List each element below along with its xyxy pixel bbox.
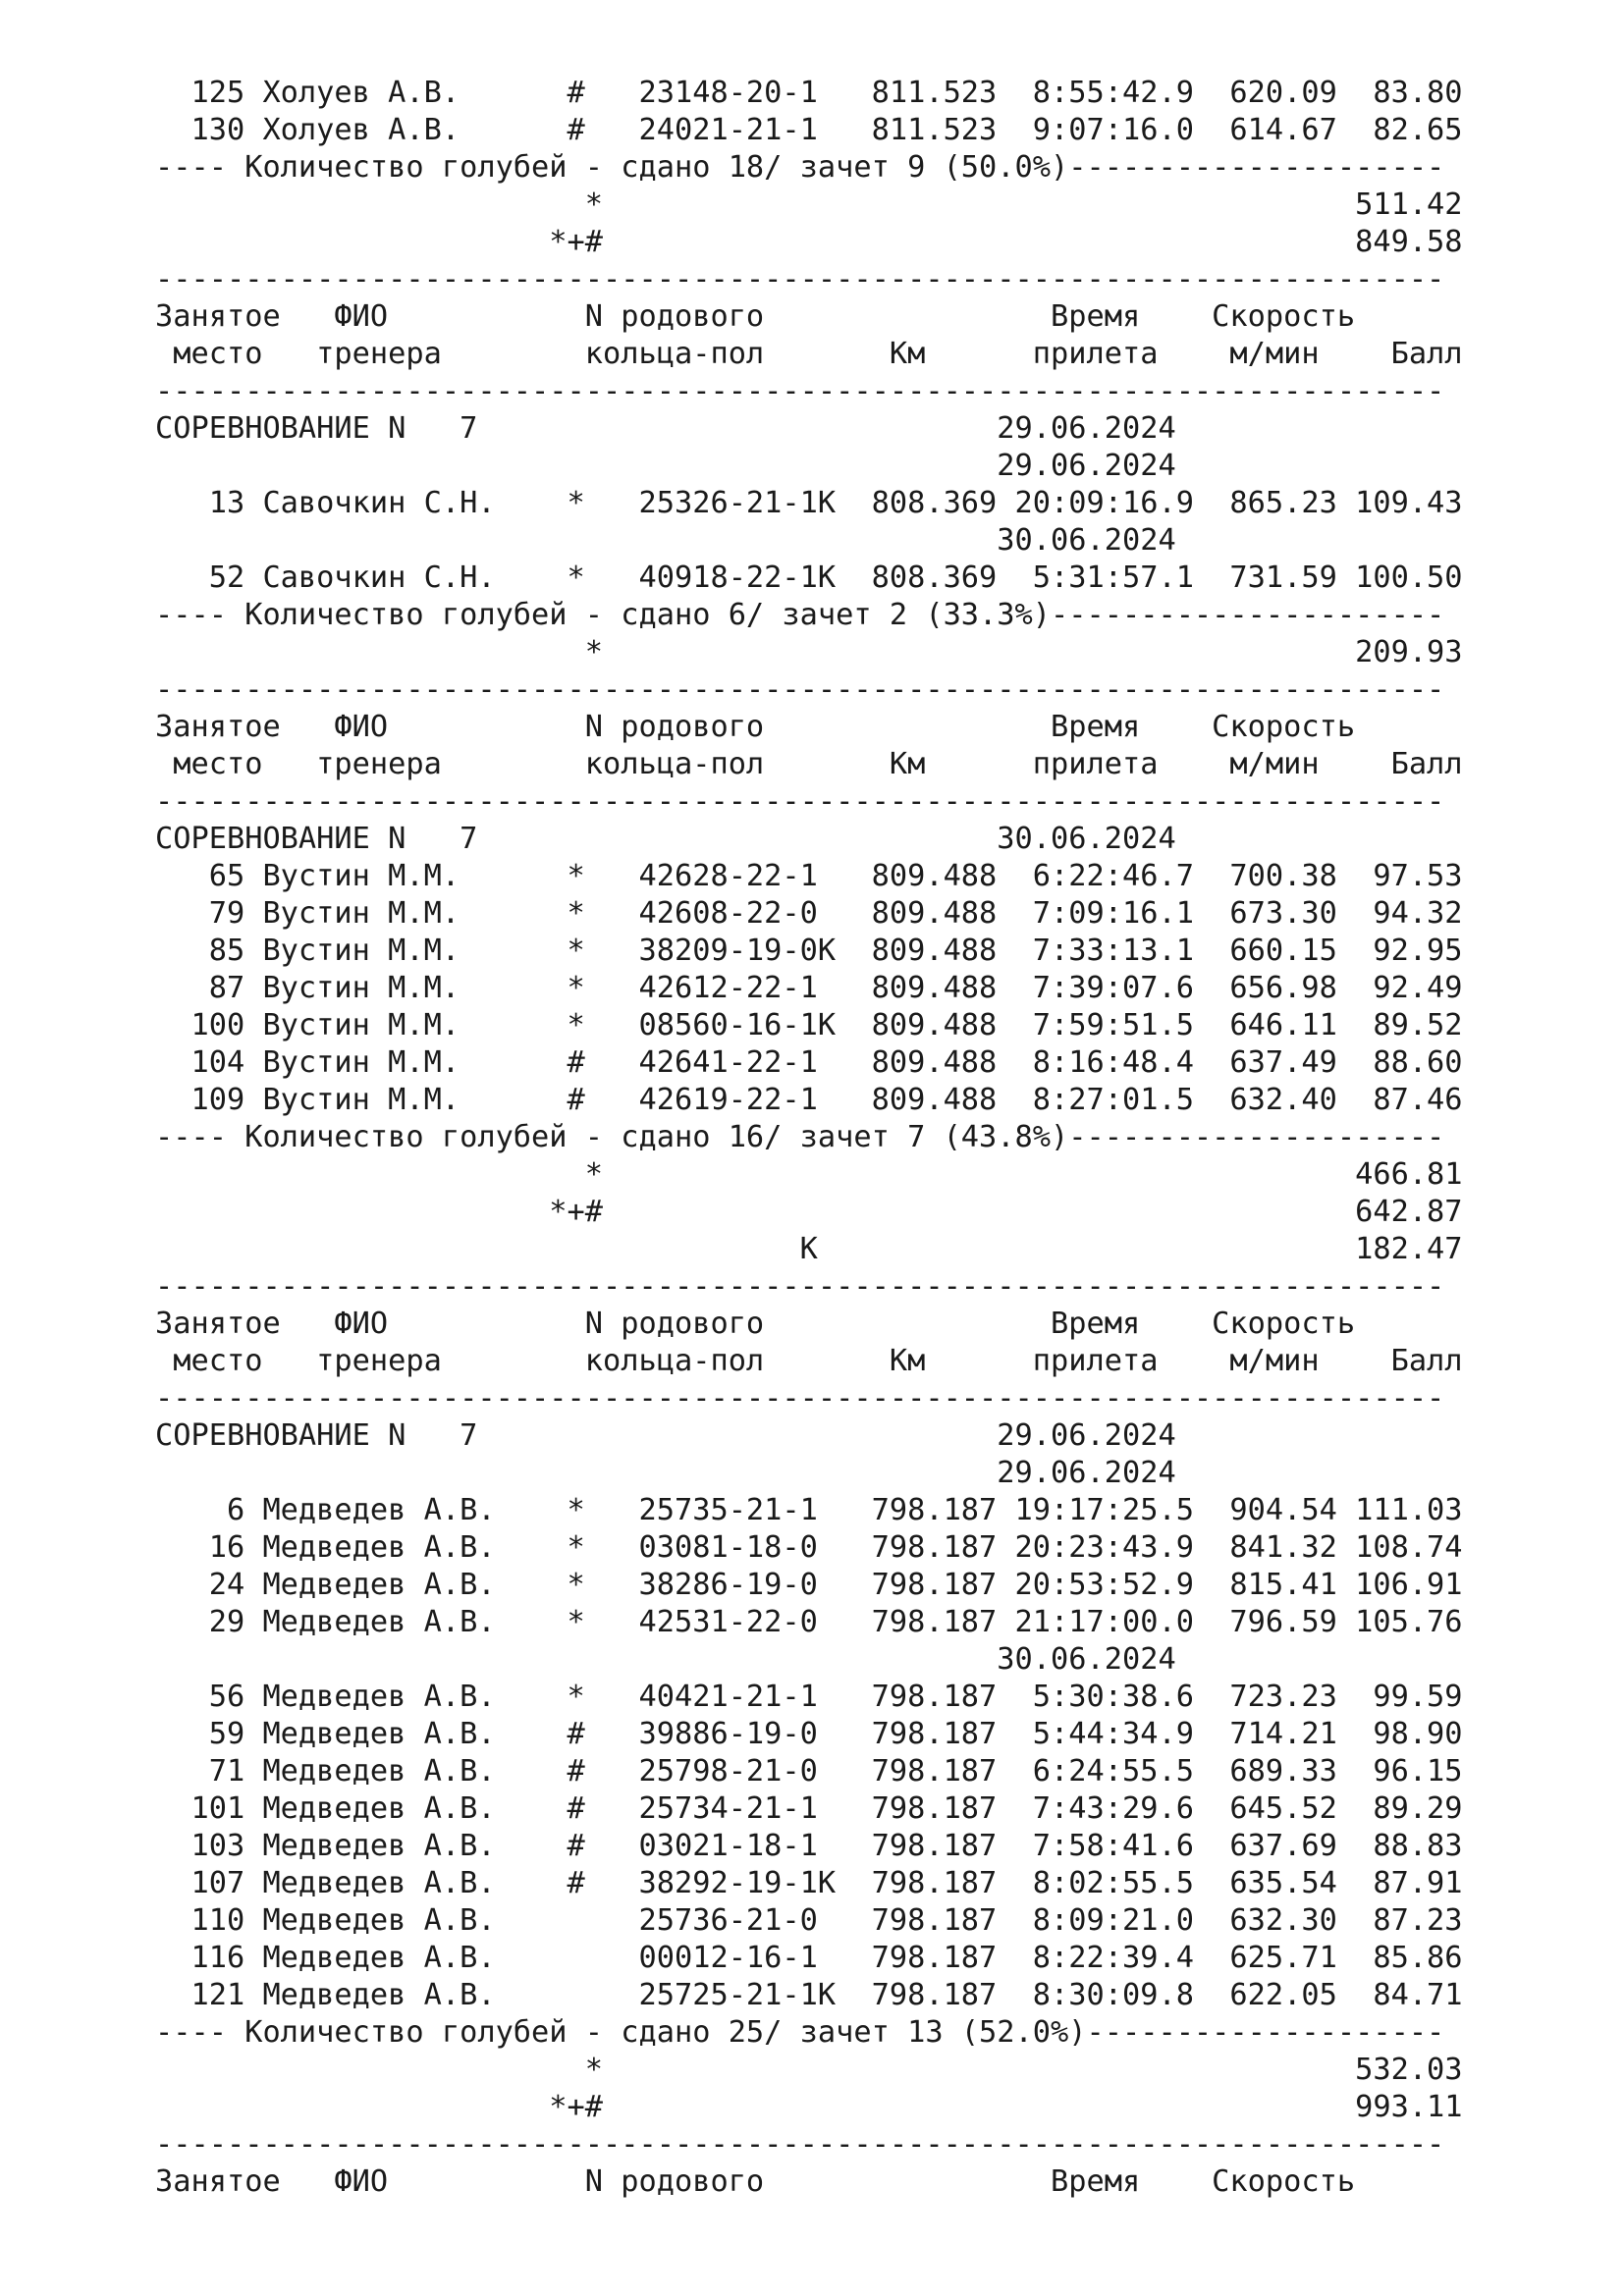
date-line: 29.06.2024: [155, 449, 1176, 483]
result-row: 85 Вустин М.М. * 38209-19-0К 809.488 7:33:13.1 660.15 92.95: [155, 934, 1463, 968]
total-star: * 532.03: [155, 2053, 1463, 2087]
divider: ------------------------------------------------------------------------: [155, 374, 1445, 408]
column-header: Занятое ФИО N родового Время Скорость: [155, 1307, 1356, 1341]
total-k: К 182.47: [155, 1232, 1463, 1266]
result-row: 65 Вустин М.М. * 42628-22-1 809.488 6:22:46.7 700.38 97.53: [155, 859, 1463, 893]
result-row: 103 Медведев А.В. # 03021-18-1 798.187 7:58:41.6 637.69 88.83: [155, 1829, 1463, 1863]
section-summary: ---- Количество голубей - сдано 25/ зачет 13 (52.0%)--------------------: [155, 2015, 1445, 2050]
section-summary: ---- Количество голубей - сдано 6/ зачет 2 (33.3%)----------------------: [155, 598, 1445, 632]
column-header: Занятое ФИО N родового Время Скорость: [155, 2164, 1356, 2199]
result-row: 79 Вустин М.М. * 42608-22-0 809.488 7:09:16.1 673.30 94.32: [155, 896, 1463, 931]
result-row: 121 Медведев А.В. 25725-21-1К 798.187 8:30:09.8 622.05 84.71: [155, 1978, 1463, 2012]
results-document: [155, 75, 1463, 2201]
divider: ------------------------------------------------------------------------: [155, 672, 1445, 707]
competition-title: СОРЕВНОВАНИЕ N 7 29.06.2024: [155, 1418, 1176, 1453]
section-summary: ---- Количество голубей - сдано 18/ зачет 9 (50.0%)---------------------: [155, 150, 1445, 185]
result-row: 125 Холуев А.В. # 23148-20-1 811.523 8:55:42.9 620.09 83.80: [155, 76, 1463, 110]
column-header: место тренера кольца-пол Км прилета м/мин Балл: [155, 337, 1463, 371]
result-row: 107 Медведев А.В. # 38292-19-1К 798.187 8:02:55.5 635.54 87.91: [155, 1866, 1463, 1900]
total-star-plus-hash: *+# 993.11: [155, 2090, 1463, 2124]
result-row: 71 Медведев А.В. # 25798-21-0 798.187 6:24:55.5 689.33 96.15: [155, 1754, 1463, 1789]
result-row: 110 Медведев А.В. 25736-21-0 798.187 8:09:21.0 632.30 87.23: [155, 1903, 1463, 1938]
column-header: место тренера кольца-пол Км прилета м/мин Балл: [155, 1344, 1463, 1378]
column-header: Занятое ФИО N родового Время Скорость: [155, 299, 1356, 334]
column-header: Занятое ФИО N родового Время Скорость: [155, 710, 1356, 744]
date-line: 30.06.2024: [155, 1642, 1176, 1677]
divider: ------------------------------------------------------------------------: [155, 1269, 1445, 1304]
divider: ------------------------------------------------------------------------: [155, 1381, 1445, 1415]
competition-title: СОРЕВНОВАНИЕ N 7 29.06.2024: [155, 411, 1176, 446]
result-row: 101 Медведев А.В. # 25734-21-1 798.187 7:43:29.6 645.52 89.29: [155, 1791, 1463, 1826]
divider: ------------------------------------------------------------------------: [155, 2127, 1445, 2162]
divider: ------------------------------------------------------------------------: [155, 262, 1445, 296]
result-row: 104 Вустин М.М. # 42641-22-1 809.488 8:16:48.4 637.49 88.60: [155, 1045, 1463, 1080]
result-row: 100 Вустин М.М. * 08560-16-1К 809.488 7:59:51.5 646.11 89.52: [155, 1008, 1463, 1042]
result-row: 109 Вустин М.М. # 42619-22-1 809.488 8:27:01.5 632.40 87.46: [155, 1083, 1463, 1117]
total-star: * 466.81: [155, 1157, 1463, 1192]
total-star-plus-hash: *+# 849.58: [155, 225, 1463, 259]
date-line: 29.06.2024: [155, 1456, 1176, 1490]
result-row: 24 Медведев А.В. * 38286-19-0 798.187 20:53:52.9 815.41 106.91: [155, 1568, 1463, 1602]
result-row: 116 Медведев А.В. 00012-16-1 798.187 8:22:39.4 625.71 85.86: [155, 1941, 1463, 1975]
column-header: место тренера кольца-пол Км прилета м/мин Балл: [155, 747, 1463, 781]
result-row: 52 Савочкин С.Н. * 40918-22-1К 808.369 5:31:57.1 731.59 100.50: [155, 561, 1463, 595]
divider: ------------------------------------------------------------------------: [155, 784, 1445, 819]
result-row: 56 Медведев А.В. * 40421-21-1 798.187 5:30:38.6 723.23 99.59: [155, 1680, 1463, 1714]
result-row: 59 Медведев А.В. # 39886-19-0 798.187 5:44:34.9 714.21 98.90: [155, 1717, 1463, 1751]
total-star: * 209.93: [155, 635, 1463, 669]
result-row: 13 Савочкин С.Н. * 25326-21-1К 808.369 20:09:16.9 865.23 109.43: [155, 486, 1463, 520]
total-star-plus-hash: *+# 642.87: [155, 1195, 1463, 1229]
result-row: 6 Медведев А.В. * 25735-21-1 798.187 19:17:25.5 904.54 111.03: [155, 1493, 1463, 1527]
result-row: 130 Холуев А.В. # 24021-21-1 811.523 9:07:16.0 614.67 82.65: [155, 113, 1463, 147]
section-summary: ---- Количество голубей - сдано 16/ зачет 7 (43.8%)---------------------: [155, 1120, 1445, 1154]
competition-title: СОРЕВНОВАНИЕ N 7 30.06.2024: [155, 822, 1176, 856]
result-row: 87 Вустин М.М. * 42612-22-1 809.488 7:39:07.6 656.98 92.49: [155, 971, 1463, 1005]
result-row: 29 Медведев А.В. * 42531-22-0 798.187 21:17:00.0 796.59 105.76: [155, 1605, 1463, 1639]
result-row: 16 Медведев А.В. * 03081-18-0 798.187 20:23:43.9 841.32 108.74: [155, 1530, 1463, 1565]
date-line: 30.06.2024: [155, 523, 1176, 558]
total-star: * 511.42: [155, 187, 1463, 222]
